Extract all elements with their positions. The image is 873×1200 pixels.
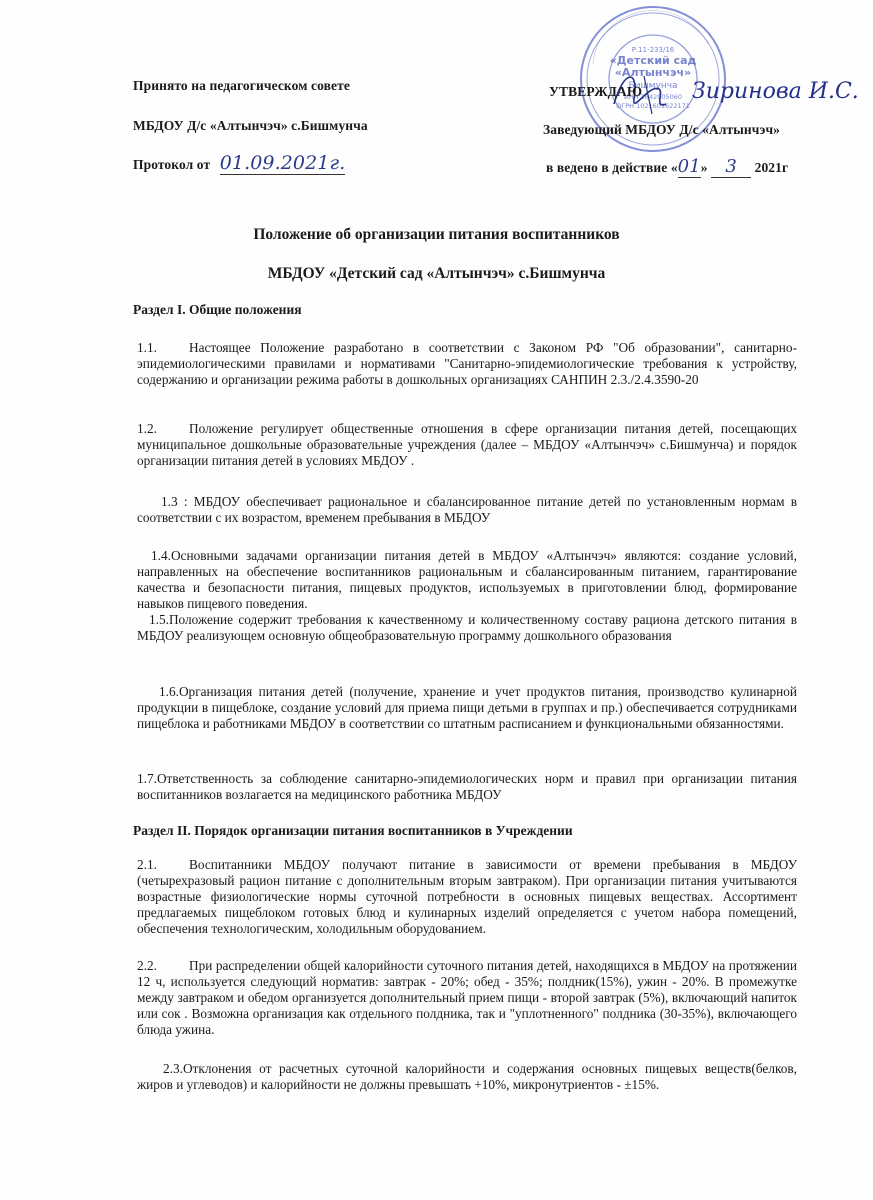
effective-day: 01: [677, 156, 701, 177]
paragraph-1-1: 1.1. Настоящее Положение разработано в соответствии с Законом РФ "Об образовании", санитарно-эпидемиологическими правилами и нормативами "Санитарно-эпидемиологические требования к устройству, содержанию и организации режима работы в дошкольных организациях САНПИН 2.3./2.4.3590-20: [137, 340, 797, 387]
paragraph-1-3: 1.3 : МБДОУ обеспечивает рациональное и сбалансированное питание детей по установленным нормам в соответствии с их возрастом, временем пребывания в МБДОУ: [137, 494, 797, 525]
council-accepted: Принято на педагогическом совете: [133, 78, 350, 93]
paragraph-2-1: 2.1. Воспитанники МБДОУ получают питание в зависимости от времени пребывания в МБДОУ (четырехразовый рацион питание с дополнительным вторым завтраком). При организации питания учитываются возрастные физиологические нормы суточной потребности в основных пищевых веществах. Ассортимент предлагаемых пищеблоком готовых блюд и кулинарных изделий определяется с учетом набора помещений, обеспечения технологическим, холодильным оборудованием.: [137, 857, 797, 936]
paragraph-2-3: 2.3.Отклонения от расчетных суточной калорийности и содержания основных пищевых веществ(белков, жиров и углеводов) и калорийности не должны превышать +10%, микронутриентов - ±15%.: [137, 1061, 797, 1092]
head-title: Заведующий МБДОУ Д/с «Алтынчэч»: [543, 122, 781, 137]
protocol-line: [133, 152, 345, 174]
council-org: МБДОУ Д/с «Алтынчэч» с.Бишмунча: [133, 118, 368, 133]
section2-heading: Раздел II. Порядок организации питания воспитанников в Учреждении: [133, 823, 573, 838]
svg-text:Зиринова И.С.: Зиринова И.С.: [692, 79, 859, 104]
effective-date: в ведено в действие «01» 3 2021г: [546, 156, 789, 177]
paragraph-1-7: 1.7.Ответственность за соблюдение санитарно-эпидемиологических норм и правил при организации питания воспитанников возлагается на медицинского работника МБДОУ: [137, 771, 797, 802]
svg-text:Р.11-233/16: Р.11-233/16: [631, 46, 675, 54]
document-title-line2: МБДОУ «Детский сад «Алтынчэч» с.Бишмунча: [267, 265, 606, 282]
svg-text:«Алтынчэч»: «Алтынчэч»: [614, 66, 692, 79]
document-title-line1: Положение об организации питания воспитанников: [253, 226, 620, 243]
svg-text:«Детский сад: «Детский сад: [609, 54, 697, 67]
paragraph-1-4: 1.4.Основными задачами организации питания детей в МБДОУ «Алтынчэч» являются: создание условий, направленных на обеспечение воспитанников рациональным и сбалансированным питанием, гарантирование качества и безопасности питания, пищевых продуктов, используемых в приготовлении блюд, формирование навыков пищевого поведения.: [137, 548, 797, 611]
svg-text:Бишмунча: Бишмунча: [628, 81, 678, 91]
protocol-label: Протокол от: [133, 157, 211, 172]
paragraph-2-2: 2.2. При распределении общей калорийности суточного питания детей, находящихся в МБДОУ на протяжении 12 ч, используется следующий норматив: завтрак - 20%; обед - 35%; полдник(15%), ужин - 20%. В промежутке между завтраком и обедом организуется дополнительный прием пищи - второй завтрак (5%), включающий напиток или сок . Возможна организация как отдельного полдника, так и "уплотненного" полдника (30-35%), включающего блюда ужина.: [137, 958, 797, 1037]
svg-text:ОГРН 1021601622171: ОГРН 1021601622171: [616, 102, 690, 110]
section1-heading: Раздел I. Общие положения: [133, 302, 302, 317]
protocol-date: 01.09.2021г.: [219, 152, 346, 174]
approve-label: УТВЕРЖДАЮ: [549, 84, 643, 99]
effective-month: 3: [711, 156, 751, 178]
paragraph-1-5: 1.5.Положение содержит требования к качественному и количественному составу рациона детского питания в МБДОУ реализующем основную общеобразовательную программу дошкольного образования: [137, 612, 797, 643]
paragraph-1-6: 1.6.Организация питания детей (получение, хранение и учет продуктов питания, производство кулинарной продукции в пищеблоке, создание условий для приема пищи детьми в группах и пр.) обеспечивается сотрудниками пищеблока и работниками МБДОУ в соответствии со штатным расписанием и функциональными обязанностями.: [137, 684, 797, 731]
paragraph-1-2: 1.2. Положение регулирует общественные отношения в сфере организации питания детей, посещающих муниципальное дошкольные образовательные учреждения (далее – МБДОУ «Алтынчэч» с.Бишмунча) и порядок организации питания детей в условиях МБДОУ .: [137, 421, 797, 468]
svg-text:ИНН 1642005060: ИНН 1642005060: [623, 93, 683, 101]
